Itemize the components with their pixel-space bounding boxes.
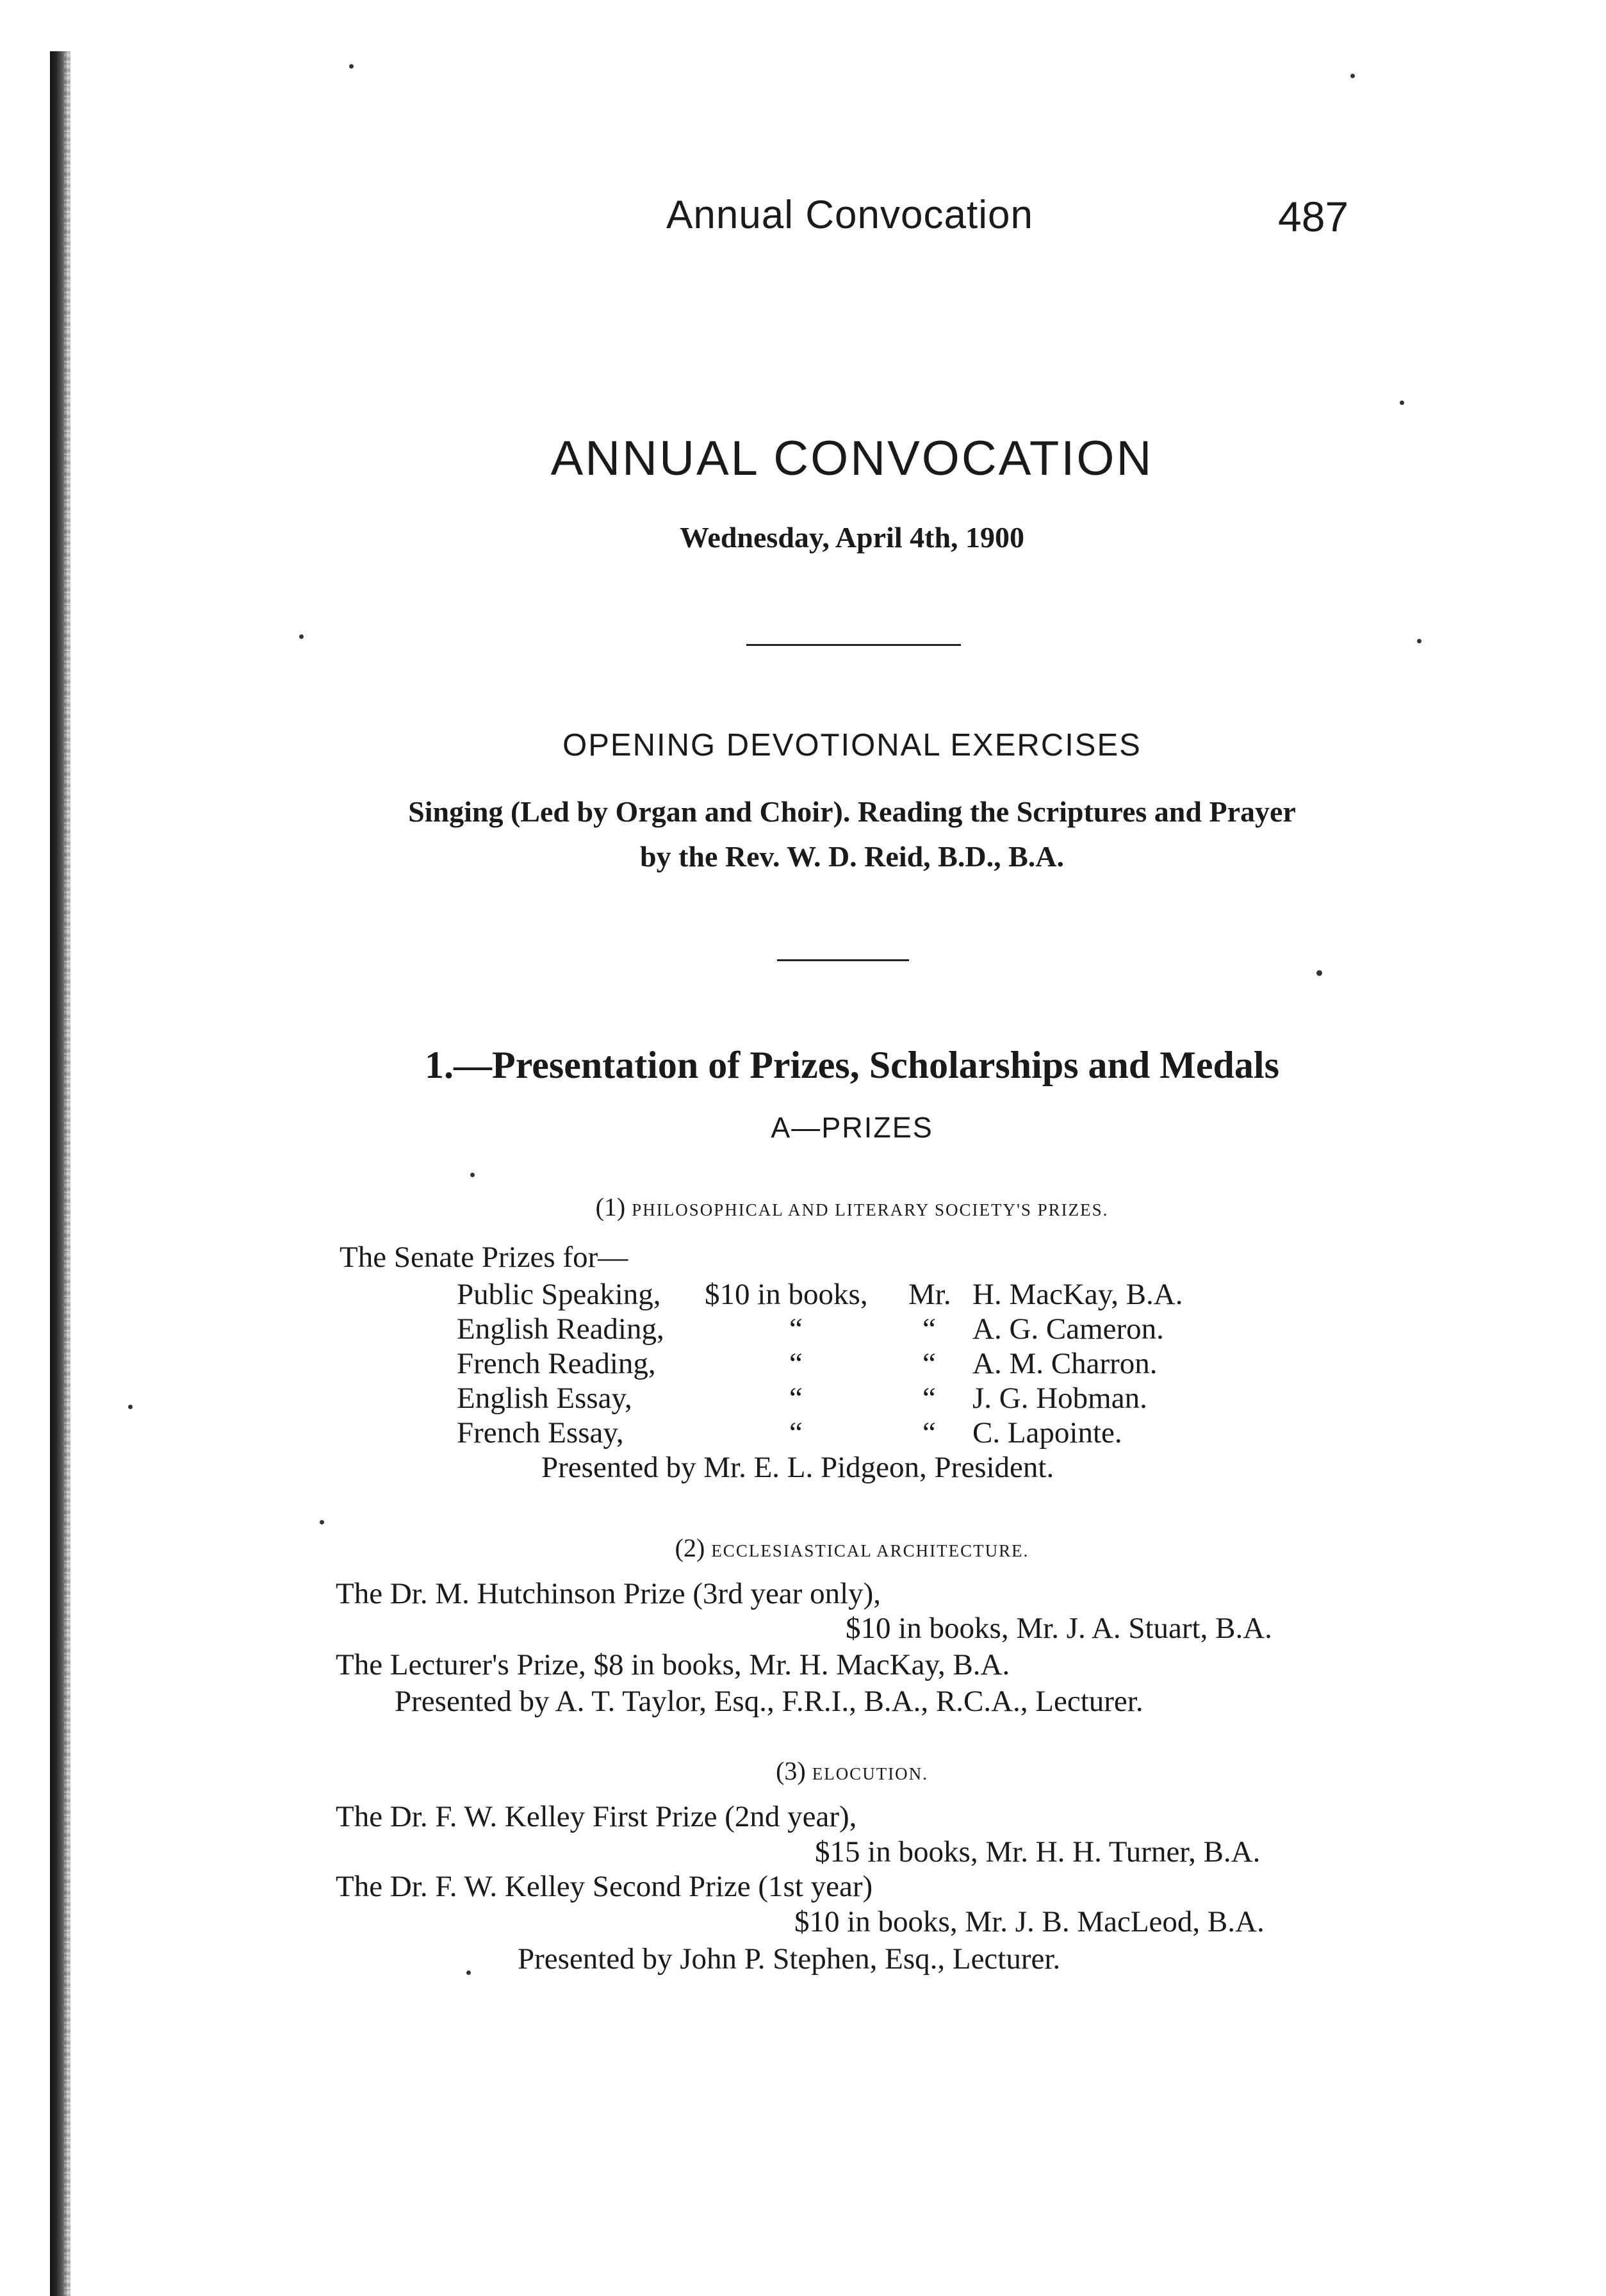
print-speck bbox=[466, 1970, 471, 1975]
group-number: (3) bbox=[776, 1756, 806, 1785]
prizes-subheading: A—PRIZES bbox=[771, 1111, 933, 1144]
prize-name: Public Speaking, bbox=[457, 1278, 661, 1311]
group-heading-philosophical bbox=[0, 1192, 1606, 1222]
prize-name: French Essay, bbox=[457, 1416, 624, 1449]
recipient-name: C. Lapointe. bbox=[972, 1416, 1122, 1449]
group-heading-elocution bbox=[0, 1756, 1606, 1786]
section-divider bbox=[746, 644, 961, 646]
print-speck bbox=[320, 1520, 324, 1524]
award-line: The Dr. M. Hutchinson Prize (3rd year only), bbox=[336, 1577, 881, 1610]
award-line: The Dr. F. W. Kelley Second Prize (1st year) bbox=[336, 1870, 873, 1903]
print-speck bbox=[1350, 74, 1355, 78]
devotional-line-2: by the Rev. W. D. Reid, B.D., B.A. bbox=[640, 840, 1064, 873]
group-title: ECCLESIASTICAL ARCHITECTURE. bbox=[711, 1541, 1029, 1560]
recipient-name: H. MacKay, B.A. bbox=[972, 1278, 1183, 1311]
ditto-mark: “ bbox=[922, 1416, 936, 1449]
award-line: $10 in books, Mr. J. A. Stuart, B.A. bbox=[846, 1612, 1272, 1645]
group-presenter: Presented by John P. Stephen, Esq., Lecturer. bbox=[518, 1942, 1061, 1976]
award-line: $15 in books, Mr. H. H. Turner, B.A. bbox=[815, 1835, 1261, 1869]
ditto-mark: “ bbox=[789, 1416, 803, 1449]
award-line: $10 in books, Mr. J. B. MacLeod, B.A. bbox=[794, 1905, 1265, 1938]
print-speck bbox=[1417, 639, 1422, 643]
group-title: ELOCUTION. bbox=[812, 1764, 928, 1783]
print-speck bbox=[299, 634, 304, 639]
running-head: Annual Convocation bbox=[666, 193, 1033, 237]
prize-name: English Essay, bbox=[457, 1382, 632, 1415]
group-presenter: Presented by Mr. E. L. Pidgeon, President. bbox=[541, 1451, 1054, 1484]
print-speck bbox=[470, 1173, 475, 1177]
award-line: The Dr. F. W. Kelley First Prize (2nd year), bbox=[336, 1800, 857, 1833]
part-heading: 1.—Presentation of Prizes, Scholarships and Medals bbox=[425, 1044, 1279, 1086]
print-speck bbox=[1400, 401, 1404, 405]
recipient-name: A. G. Cameron. bbox=[972, 1312, 1164, 1346]
convocation-date: Wednesday, April 4th, 1900 bbox=[679, 521, 1025, 554]
page-title: ANNUAL CONVOCATION bbox=[550, 431, 1154, 486]
prize-amount: $10 in books, bbox=[705, 1278, 868, 1311]
print-speck bbox=[1316, 970, 1322, 976]
group-heading-ecclesiastical bbox=[0, 1533, 1606, 1563]
prize-name: English Reading, bbox=[457, 1312, 664, 1346]
print-speck bbox=[128, 1405, 133, 1409]
group-number: (2) bbox=[675, 1533, 705, 1562]
recipient-name: J. G. Hobman. bbox=[972, 1382, 1147, 1415]
devotional-heading: OPENING DEVOTIONAL EXERCISES bbox=[562, 728, 1142, 763]
group-number: (1) bbox=[595, 1193, 626, 1221]
section-divider bbox=[777, 959, 909, 961]
ditto-mark: “ bbox=[922, 1382, 936, 1415]
award-line: The Lecturer's Prize, $8 in books, Mr. H. MacKay, B.A. bbox=[336, 1648, 1010, 1681]
prize-name: French Reading, bbox=[457, 1347, 656, 1380]
ditto-mark: “ bbox=[922, 1312, 936, 1346]
page-binding-edge bbox=[50, 51, 67, 2296]
recipient-name: A. M. Charron. bbox=[972, 1347, 1158, 1380]
page-number: 487 bbox=[1278, 193, 1349, 240]
ditto-mark: “ bbox=[789, 1347, 803, 1380]
ditto-mark: “ bbox=[922, 1347, 936, 1380]
recipient-title: Mr. bbox=[908, 1278, 951, 1311]
group-presenter: Presented by A. T. Taylor, Esq., F.R.I., B.A., R.C.A., Lecturer. bbox=[395, 1685, 1143, 1718]
group-title: PHILOSOPHICAL AND LITERARY SOCIETY'S PRIZES. bbox=[632, 1200, 1109, 1219]
senate-prizes-intro: The Senate Prizes for— bbox=[340, 1241, 628, 1274]
ditto-mark: “ bbox=[789, 1382, 803, 1415]
ditto-mark: “ bbox=[789, 1312, 803, 1346]
devotional-line-1: Singing (Led by Organ and Choir). Reading the Scriptures and Prayer bbox=[408, 795, 1296, 828]
print-speck bbox=[349, 64, 354, 69]
